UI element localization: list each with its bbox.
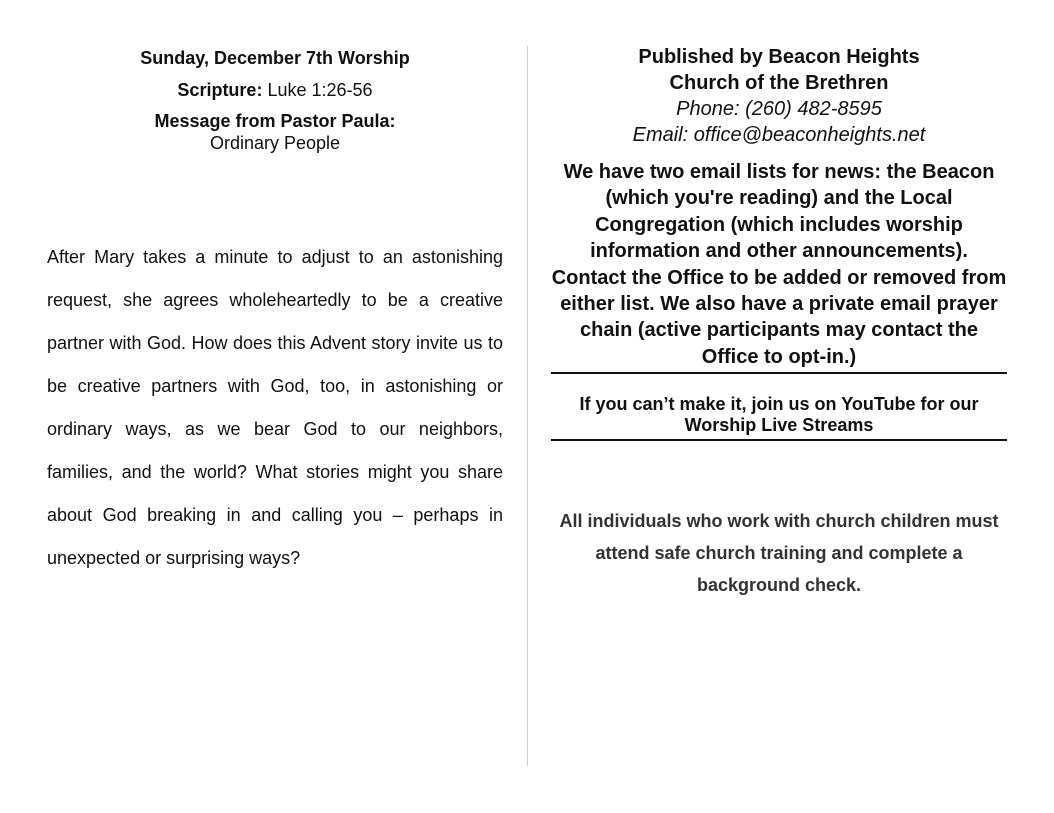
youtube-line-2: Worship Live Streams: [684, 415, 874, 436]
publisher-line-2: Church of the Brethren: [669, 72, 889, 94]
youtube-notice: [551, 374, 1007, 439]
message-title: Ordinary People: [209, 133, 341, 153]
scripture-reference: Luke 1:26-56: [267, 80, 373, 100]
info-column: [551, 44, 1007, 601]
safe-church-notice: All individuals who work with church children must attend safe church training and complete a background check.: [559, 511, 999, 596]
bottom-rule: [551, 439, 1007, 441]
worship-column: [47, 44, 503, 580]
youtube-line-1: If you can’t make it, join us on YouTube for our: [579, 394, 979, 415]
email-lists-notice: We have two email lists for news: the Beacon (which you're reading) and the Local Congregation (which includes worship information and other announcements). Contact the Office to be added or removed from either list. We also have a private email prayer chain (active participants may contact the Office to opt-in.): [551, 161, 1007, 368]
message-label: Message from Pastor Paula:: [154, 111, 396, 131]
email-address: Email: office@beaconheights.net: [632, 124, 926, 146]
publisher-line-1: Published by Beacon Heights: [638, 46, 920, 68]
column-divider: [527, 46, 528, 766]
worship-title: Sunday, December 7th Worship: [140, 48, 410, 68]
scripture-label: Scripture:: [177, 80, 263, 100]
scripture-line: [47, 76, 503, 104]
phone-number: Phone: (260) 482-8595: [676, 98, 882, 120]
message-body: After Mary takes a minute to adjust to an astonishing request, she agrees wholeheartedly to be a creative partner with God. How does this Advent story invite us to be creative partners with God, too, in astonishing or ordinary ways, as we bear God to our neighbors, families, and the world? What stories might you share about God breaking in and calling you – perhaps in unexpected or surprising ways?: [47, 247, 503, 568]
